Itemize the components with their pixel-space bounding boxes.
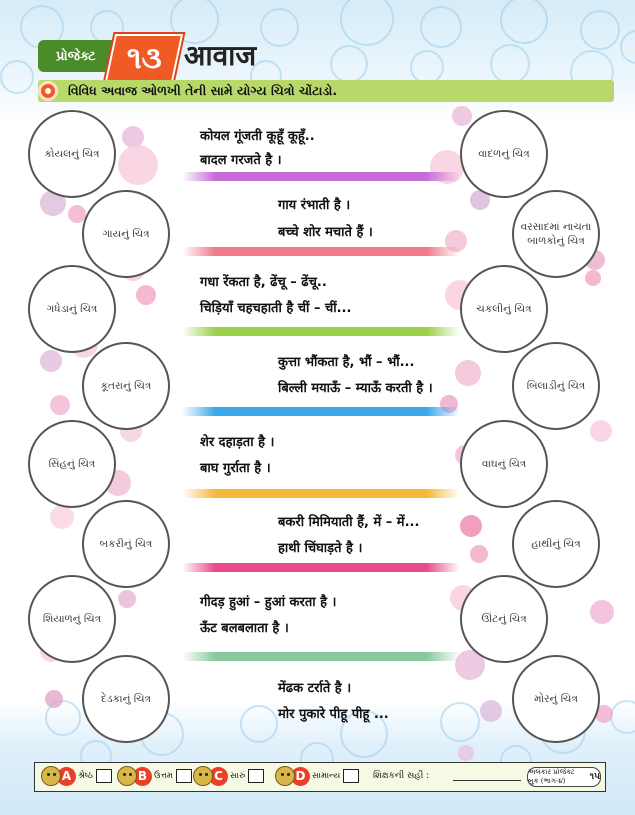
- sentence-line: बादल गरजते है ।: [200, 153, 282, 168]
- grade-checkbox[interactable]: [176, 769, 192, 783]
- sentence-line: गधा रेंकता है, ढेंचू – ढेंचू..: [200, 275, 327, 290]
- grade-item: [193, 766, 264, 786]
- sentence-line: मोर पुकारे पीहू पीहू ...: [278, 707, 389, 722]
- left-picture-circle[interactable]: કોયલનું ચિત્ર: [28, 110, 116, 198]
- bubble: [136, 285, 156, 305]
- bubble: [458, 745, 474, 761]
- left-picture-circle[interactable]: ગાયનું ચિત્ર: [82, 190, 170, 278]
- swirl-ring: [330, 45, 368, 83]
- grade-label: શ્રેષ્ઠ: [78, 771, 93, 781]
- sentence-line: कोयल गूंजती कूहूँ कूहूँ..: [200, 129, 315, 144]
- left-picture-circle[interactable]: દેડકાનું ચિત્ર: [82, 655, 170, 743]
- instruction-text: વિવિધ અવાજ ઓળખી તેની સામે યોગ્ય ચિત્રો ચોંટાડો.: [68, 83, 338, 98]
- left-picture-circle[interactable]: બકરીનું ચિત્ર: [82, 500, 170, 588]
- swirl-ring: [240, 705, 278, 743]
- sentence-line: गाय रंभाती है ।: [278, 198, 351, 213]
- evaluation-footer: [34, 762, 606, 792]
- sentence-line: बाघ गुर्राता है ।: [200, 461, 271, 476]
- separator-stroke: [182, 407, 460, 416]
- bubble: [50, 505, 74, 529]
- bubble: [455, 360, 481, 386]
- bubble: [118, 145, 158, 185]
- separator-stroke: [182, 563, 460, 572]
- bubble: [45, 690, 63, 708]
- grade-checkbox[interactable]: [248, 769, 264, 783]
- right-picture-circle[interactable]: વાઘનું ચિત્ર: [460, 420, 548, 508]
- bubble: [590, 600, 614, 624]
- sentence-line: बच्चे शोर मचाते हैं ।: [278, 225, 373, 240]
- bubble: [590, 420, 612, 442]
- sentence-line: कुत्ता भौंकता है, भौं – भौं...: [278, 355, 415, 370]
- grade-item: [41, 766, 112, 786]
- bubble: [118, 590, 136, 608]
- sentence-line: गीदड़ हुआं – हुआं करता है ।: [200, 595, 337, 610]
- grade-label: સારું: [230, 771, 246, 781]
- left-picture-circle[interactable]: શિયાળનું ચિત્ર: [28, 575, 116, 663]
- swirl-ring: [580, 10, 620, 50]
- grade-item: [117, 766, 192, 786]
- sentence-line: हाथी चिंघाड़ते है ।: [278, 541, 363, 556]
- sentence-line: चिड़ियाँ चहचहाती है चीं – चीं...: [200, 301, 352, 316]
- grade-label: સામાન્ય: [312, 771, 341, 781]
- project-label: પ્રોજેક્ટ: [38, 40, 128, 72]
- right-picture-circle[interactable]: વાદળનું ચિત્ર: [460, 110, 548, 198]
- sentence-line: ऊँट बलबलाता है ।: [200, 621, 289, 636]
- bubble: [460, 515, 482, 537]
- smiley-icon: [275, 766, 295, 786]
- grade-letter: A: [57, 767, 76, 786]
- teacher-sign-label: શિક્ષકની સહી :: [373, 771, 430, 781]
- project-number: ૧૩: [126, 40, 162, 76]
- right-picture-circle[interactable]: વરસાદમાં નાચતા બાળકોનું ચિત્ર: [512, 190, 600, 278]
- swirl-ring: [420, 6, 462, 48]
- bubble: [50, 395, 70, 415]
- grade-item: [275, 766, 359, 786]
- bubble: [585, 270, 601, 286]
- page-title: आवाज: [184, 39, 257, 72]
- grade-label: ઉત્તમ: [154, 771, 173, 781]
- bullet-icon: [38, 81, 58, 101]
- separator-stroke: [182, 489, 460, 498]
- grade-checkbox[interactable]: [343, 769, 359, 783]
- sentence-line: शेर दहाड़ता है ।: [200, 435, 275, 450]
- sentence-line: बकरी मिमियाती हैं, में – में...: [278, 515, 420, 530]
- bubble: [480, 700, 502, 722]
- grade-letter: D: [291, 767, 310, 786]
- sentence-line: मेंढक टर्राते है ।: [278, 681, 352, 696]
- left-picture-circle[interactable]: ગધેડાનું ચિત્ર: [28, 265, 116, 353]
- project-number-badge: [105, 34, 183, 82]
- sentence-line: बिल्ली मयाऊँ – म्याऊँ करती है ।: [278, 381, 433, 396]
- swirl-ring: [490, 44, 530, 84]
- smiley-icon: [117, 766, 137, 786]
- page-number: ૧૫: [589, 772, 600, 782]
- separator-stroke: [182, 652, 460, 661]
- smiley-icon: [193, 766, 213, 786]
- right-picture-circle[interactable]: ઊંટનું ચિત્ર: [460, 575, 548, 663]
- teacher-sign-line: [453, 780, 521, 781]
- book-name: અલંકાર પ્રોજેક્ટ બુક (ભાગ-૪): [528, 768, 575, 785]
- left-picture-circle[interactable]: સિંહનું ચિત્ર: [28, 420, 116, 508]
- smiley-icon: [41, 766, 61, 786]
- grade-letter: C: [209, 767, 228, 786]
- bubble: [452, 106, 472, 126]
- right-picture-circle[interactable]: હાથીનું ચિત્ર: [512, 500, 600, 588]
- separator-stroke: [182, 327, 460, 336]
- swirl-ring: [0, 60, 34, 94]
- grade-checkbox[interactable]: [96, 769, 112, 783]
- swirl-ring: [440, 702, 480, 742]
- right-picture-circle[interactable]: બિલાડીનું ચિત્ર: [512, 342, 600, 430]
- separator-stroke: [182, 247, 460, 256]
- left-picture-circle[interactable]: કૂતરાનું ચિત્ર: [82, 342, 170, 430]
- right-picture-circle[interactable]: મોરનું ચિત્ર: [512, 655, 600, 743]
- separator-stroke: [182, 172, 460, 181]
- instruction-bar: [38, 80, 614, 102]
- swirl-ring: [260, 8, 299, 47]
- bubble: [470, 545, 488, 563]
- right-picture-circle[interactable]: ચકલીનું ચિત્ર: [460, 265, 548, 353]
- grade-letter: B: [133, 767, 152, 786]
- swirl-ring: [410, 50, 444, 84]
- bubble: [40, 350, 62, 372]
- book-badge: [527, 767, 601, 787]
